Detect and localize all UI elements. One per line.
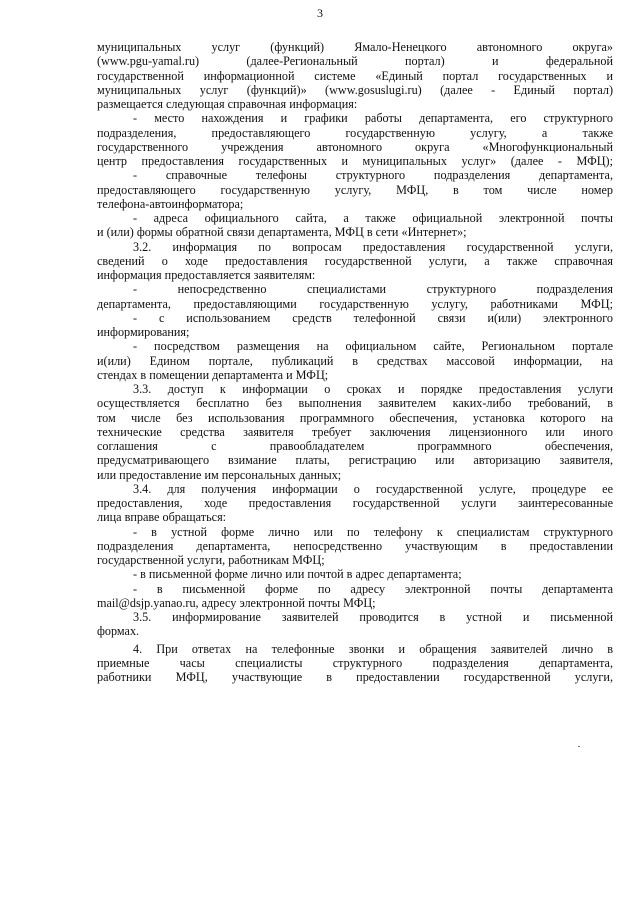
text-line: и (или) формы обратной связи департамента, МФЦ в сети «Интернет»; xyxy=(97,225,467,240)
text-line: соглашения с правообладателем программного обеспечения, xyxy=(97,439,613,453)
text-line: 3.4. для получения информации о государственной услуге, процедуре ее xyxy=(133,481,613,496)
text-line: - справочные телефоны структурного подразделения департамента, xyxy=(133,168,613,183)
text-line: - место нахождения и графики работы департамента, его структурного xyxy=(133,111,613,126)
text-line: mail@dsjp.yanao.ru, адресу электронной почты МФЦ; xyxy=(97,595,376,610)
text-line: - в письменной форме по адресу электронной почты департамента xyxy=(133,581,613,596)
text-line: - в письменной форме лично или почтой в адрес департамента; xyxy=(133,567,462,582)
text-line: подразделения департамента, непосредственно участвующим в предоставлении xyxy=(97,538,613,553)
text-line: телефона-автоинформатора; xyxy=(97,196,244,211)
text-line: размещается следующая справочная информация: xyxy=(97,97,358,111)
text-line: 3.2. информация по вопросам предоставления государственной услуги, xyxy=(133,239,613,254)
text-line: технические средства заявителя требует заключения лицензионного или иного xyxy=(97,424,613,439)
text-line: информирования; xyxy=(97,325,190,339)
text-line: или предоставление им персональных данных; xyxy=(97,467,342,482)
text-line: - с использованием средств телефонной связи и(или) электронного xyxy=(133,310,613,325)
text-line: информация предоставляется заявителям: xyxy=(97,268,316,282)
text-line: государственного учреждения автономного округа «Многофункциональный xyxy=(97,139,613,154)
text-line: муниципальных услуг (функций) Ямало-Ненецкого автономного округа» xyxy=(97,40,613,54)
text-line: работники МФЦ, участвующие в предоставлении государственной услуги, xyxy=(97,670,613,684)
text-line: департамента, предоставляющими государственную услугу, работниками МФЦ; xyxy=(97,296,613,311)
page-number: 3 xyxy=(317,6,323,20)
text-line: (www.pgu-yamal.ru) (далее-Региональный портал) и федеральной xyxy=(97,54,613,69)
text-line: 3.5. информирование заявителей проводится в устной и письменной xyxy=(133,610,613,624)
text-line: стендах в помещении департамента и МФЦ; xyxy=(97,367,329,382)
scan-speck xyxy=(578,746,580,747)
text-line: подразделения, предоставляющего государственную услугу, а также xyxy=(97,125,613,140)
text-line: формах. xyxy=(97,624,140,639)
text-line: предоставляющего государственную услугу, МФЦ, в том числе номер xyxy=(97,182,613,197)
text-line: - посредством размещения на официальном сайте, Региональном портале xyxy=(133,339,613,354)
text-line: 4. При ответах на телефонные звонки и обращения заявителей лично в xyxy=(133,641,613,656)
text-line: государственной услуги, работникам МФЦ; xyxy=(97,553,325,567)
text-line: приемные часы специалисты структурного подразделения департамента, xyxy=(97,655,613,670)
text-line: и(или) Едином портале, публикаций в средствах массовой информации, на xyxy=(97,353,613,368)
text-line: лица вправе обращаться: xyxy=(97,510,227,525)
text-line: 3.3. доступ к информации о сроках и порядке предоставления услуги xyxy=(133,382,613,396)
text-line: государственной информационной системе «Единый портал государственных и xyxy=(97,68,613,83)
document-body xyxy=(97,40,613,684)
text-line: сведений о ходе предоставления государственной услуги, а также справочная xyxy=(97,253,613,268)
text-line: осуществляется бесплатно без выполнения заявителем каких-либо требований, в xyxy=(97,396,613,411)
text-line: - непосредственно специалистами структурного подразделения xyxy=(133,282,613,297)
text-line: муниципальных услуг (функций)» (www.gosuslugi.ru) (далее - Единый портал) xyxy=(97,82,613,97)
text-line: центр предоставления государственных и муниципальных услуг» (далее - МФЦ); xyxy=(97,154,613,168)
text-line: предусматривающего взимание платы, регистрацию или авторизацию заявителя, xyxy=(97,453,613,468)
text-line: предоставления, ходе предоставления государственной услуги заинтересованные xyxy=(97,496,613,510)
text-line: - в устной форме лично или по телефону к специалистам структурного xyxy=(133,524,613,539)
text-line: - адреса официального сайта, а также официальной электронной почты xyxy=(133,211,613,225)
text-line: том числе без использования программного обеспечения, установка которого на xyxy=(97,410,613,425)
